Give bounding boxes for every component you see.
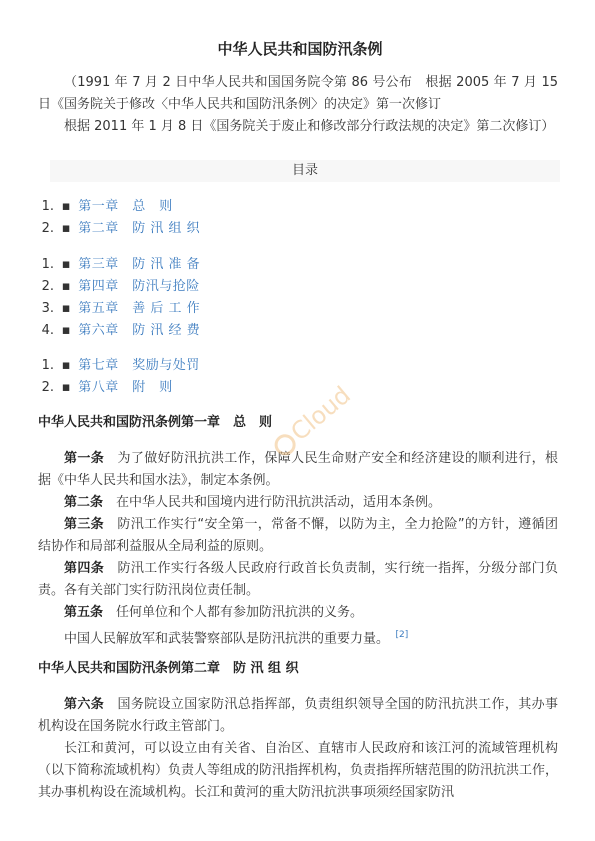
toc-link-chapter-1[interactable]: 第一章 总 则 xyxy=(78,199,173,214)
toc-item xyxy=(38,320,438,342)
toc-group-1 xyxy=(38,196,438,240)
article-6-paragraph-2: 长江和黄河，可以设立由有关省、自治区、直辖市人民政府和该江河的流域管理机构（以下简称流域机构）负责人等组成的防汛指挥机构，负责指挥所辖范围的防汛抗洪工作，其办事机构设在流域机构。长江和黄河的重大防汛抗洪事项须经国家防汛 xyxy=(38,741,559,800)
toc-item xyxy=(38,196,438,218)
toc-item xyxy=(38,377,438,399)
article-number: 第一条 xyxy=(64,451,105,466)
toc-link-chapter-2[interactable]: 第二章 防 汛 组 织 xyxy=(78,221,201,236)
chapter-1-heading: 中华人民共和国防汛条例第一章 总 则 xyxy=(38,415,273,430)
toc-link-chapter-8[interactable]: 第八章 附 则 xyxy=(78,380,173,395)
article-6 xyxy=(38,694,558,738)
article-text: 防汛工作实行各级人民政府行政首长负责制，实行统一指挥，分级分部门负责。各有关部门实行防汛岗位责任制。 xyxy=(38,561,558,598)
toc-header: 目录 xyxy=(50,160,560,182)
intro-paragraph-1: （1991 年 7 月 2 日中华人民共和国国务院令第 86 号公布 根据 2005 年 7 月 15 日《国务院关于修改〈中华人民共和国防汛条例〉的决定》第一次修订 xyxy=(38,75,558,112)
toc-group-2 xyxy=(38,254,438,342)
document-title: 中华人民共和国防汛条例 xyxy=(217,40,383,58)
toc-link-chapter-7[interactable]: 第七章 奖励与处罚 xyxy=(78,358,200,373)
toc-item xyxy=(38,254,438,276)
article-5-extra xyxy=(38,624,558,650)
article-1 xyxy=(38,448,558,492)
article-5 xyxy=(38,602,558,624)
article-text: 任何单位和个人都有参加防汛抗洪的义务。 xyxy=(116,605,364,620)
toc-item xyxy=(38,298,438,320)
toc-item-number: 3. xyxy=(41,301,54,316)
toc-item-number: 2. xyxy=(41,279,54,294)
toc-item-number: 4. xyxy=(41,323,54,338)
toc-item-number: 1. xyxy=(41,199,54,214)
article-4 xyxy=(38,558,558,602)
toc-link-chapter-4[interactable]: 第四章 防汛与抢险 xyxy=(78,279,200,294)
article-number: 第五条 xyxy=(64,605,104,620)
toc-link-chapter-5[interactable]: 第五章 善 后 工 作 xyxy=(78,301,201,316)
toc-item-number: 1. xyxy=(41,257,54,272)
bullet-icon: ▪ xyxy=(61,380,71,395)
bullet-icon: ▪ xyxy=(61,279,71,294)
article-text: 国务院设立国家防汛总指挥部，负责组织领导全国的防汛抗洪工作，其办事机构设在国务院水行政主管部门。 xyxy=(38,697,558,734)
article-text: 在中华人民共和国境内进行防汛抗洪活动，适用本条例。 xyxy=(116,495,442,510)
article-number: 第六条 xyxy=(64,697,105,712)
toc-item xyxy=(38,218,438,240)
reference-link[interactable]: [2] xyxy=(395,630,409,640)
article-3 xyxy=(38,514,558,558)
bullet-icon: ▪ xyxy=(61,358,71,373)
intro-paragraph-2: 根据 2011 年 1 月 8 日《国务院关于废止和修改部分行政法规的决定》第二次修订） xyxy=(64,119,555,134)
toc-item-number: 2. xyxy=(41,380,54,395)
article-text: 为了做好防汛抗洪工作，保障人民生命财产安全和经济建设的顺利进行，根据《中华人民共和国水法》，制定本条例。 xyxy=(38,451,558,488)
bullet-icon: ▪ xyxy=(61,301,71,316)
toc-item xyxy=(38,276,438,298)
toc-link-chapter-6[interactable]: 第六章 防 汛 经 费 xyxy=(78,323,201,338)
bullet-icon: ▪ xyxy=(61,323,71,338)
article-number: 第二条 xyxy=(64,495,104,510)
article-number: 第四条 xyxy=(64,561,105,576)
watermark-text: Cloud xyxy=(285,380,356,447)
bullet-icon: ▪ xyxy=(61,199,71,214)
article-text: 中国人民解放军和武装警察部队是防汛抗洪的重要力量。 xyxy=(64,631,383,647)
toc-group-3 xyxy=(38,355,438,399)
toc-item-number: 1. xyxy=(41,358,54,373)
toc-link-chapter-3[interactable]: 第三章 防 汛 准 备 xyxy=(78,257,201,272)
toc-item-number: 2. xyxy=(41,221,54,236)
article-text: 防汛工作实行“安全第一，常备不懈，以防为主，全力抢险”的方针，遵循团结协作和局部利益服从全局利益的原则。 xyxy=(38,517,558,554)
article-2 xyxy=(38,492,558,514)
chapter-2-heading: 中华人民共和国防汛条例第二章 防 汛 组 织 xyxy=(38,661,299,676)
toc-item xyxy=(38,355,438,377)
bullet-icon: ▪ xyxy=(61,221,71,236)
article-number: 第三条 xyxy=(64,517,105,532)
bullet-icon: ▪ xyxy=(61,257,71,272)
